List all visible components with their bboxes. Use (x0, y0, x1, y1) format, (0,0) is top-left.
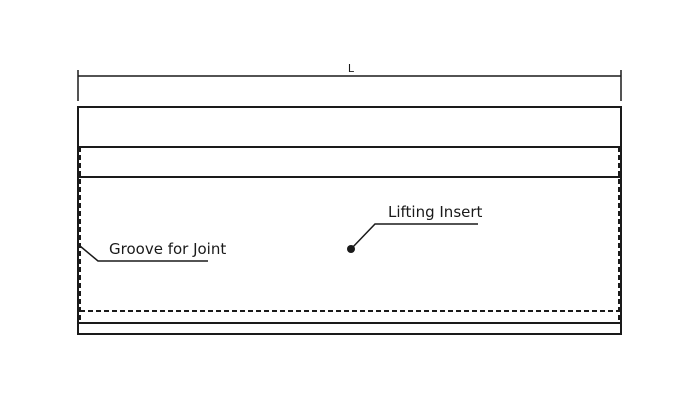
length-dimension (78, 62, 621, 101)
groove-for-joint-label: Groove for Joint (109, 240, 227, 258)
groove-for-joint-callout (80, 240, 226, 261)
dimension-label: L (347, 62, 355, 75)
lifting-insert-leader (351, 224, 478, 249)
pipe-outline (78, 107, 621, 334)
lifting-insert-callout (347, 203, 483, 253)
pipe-body (78, 107, 621, 334)
lifting-insert-label: Lifting Insert (388, 203, 483, 221)
